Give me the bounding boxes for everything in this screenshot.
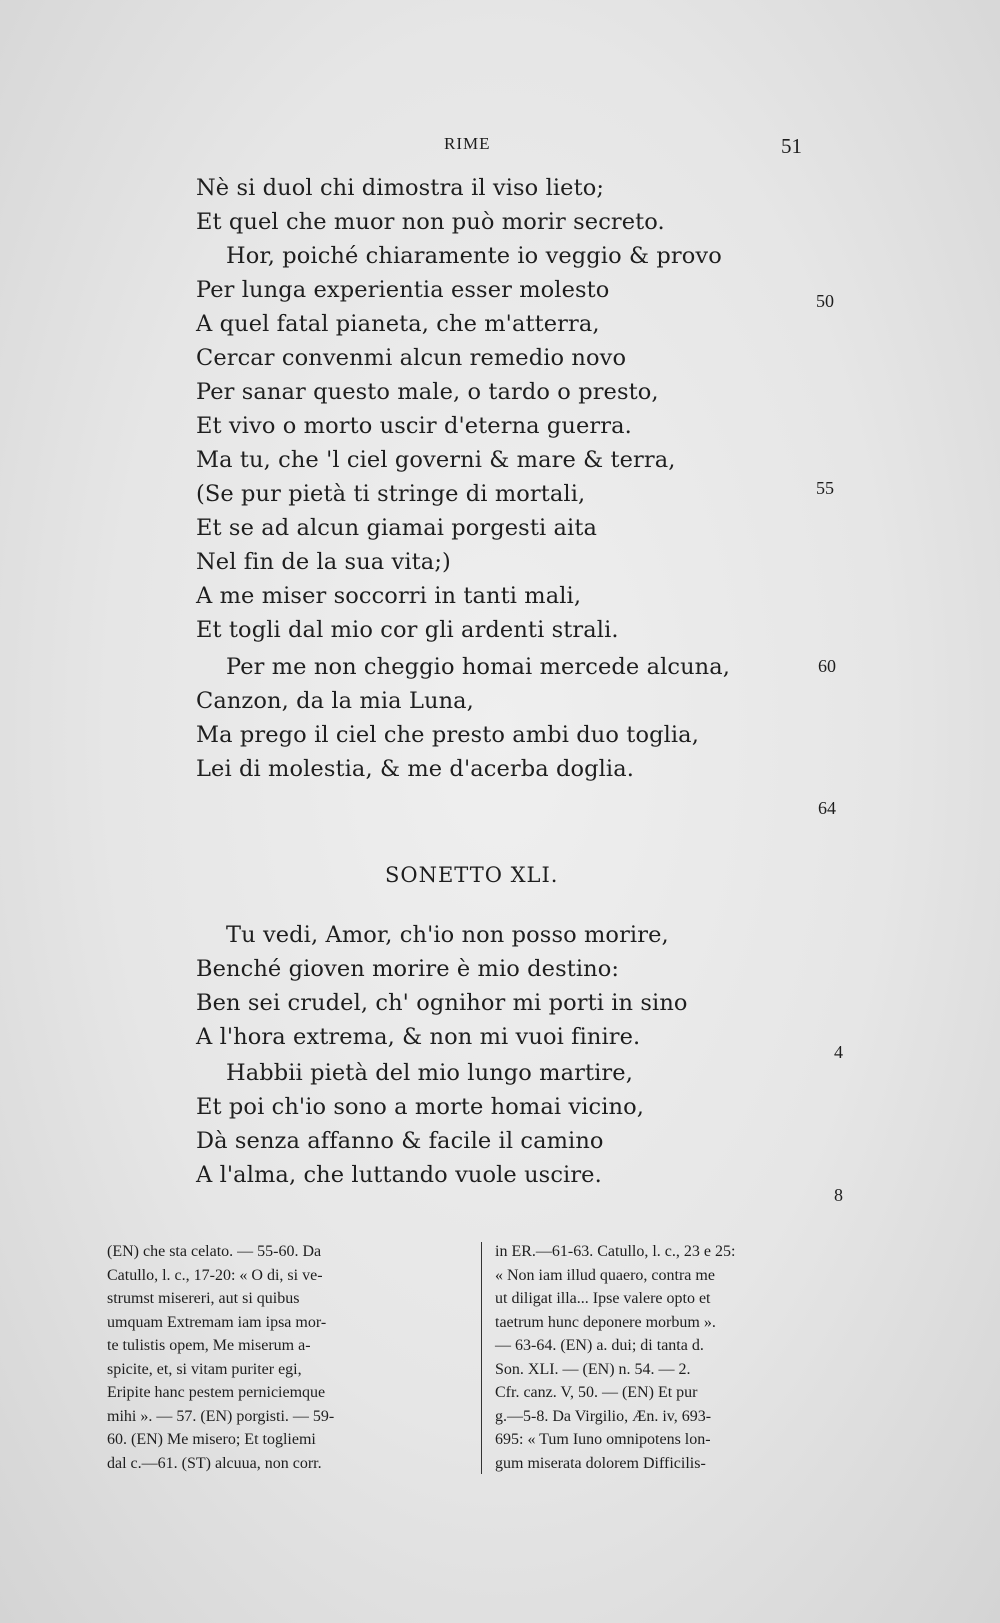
footnote-line: Son. XLI. — (EN) n. 54. — 2. bbox=[495, 1360, 691, 1378]
footnote-line: 60. (EN) Me misero; Et togliemi bbox=[107, 1431, 316, 1448]
poem-line: Canzon, da la mia Luna, bbox=[196, 688, 474, 714]
poem-line: Cercar convenmi alcun remedio novo bbox=[196, 345, 627, 371]
footnote-line: spicite, et, si vitam puriter egi, bbox=[107, 1360, 302, 1378]
sonnet-line: A l'hora extrema, & non mi vuoi finire. bbox=[196, 1024, 641, 1050]
footnote-line: in ER.—61-63. Catullo, l. c., 23 e 25: bbox=[495, 1243, 736, 1260]
footnote-line: umquam Extremam iam ipsa mor- bbox=[107, 1313, 327, 1331]
poem-line: Et quel che muor non può morir secreto. bbox=[196, 209, 665, 235]
poem-line: Per lunga experientia esser molesto bbox=[196, 277, 610, 303]
sonnet-line: Habbii pietà del mio lungo martire, bbox=[226, 1060, 633, 1086]
footnote-line: — 63-64. (EN) a. dui; di tanta d. bbox=[495, 1337, 704, 1354]
footnote-line: (EN) che sta celato. — 55-60. Da bbox=[107, 1243, 322, 1260]
sonnet-line: A l'alma, che luttando vuole uscire. bbox=[196, 1162, 602, 1188]
sonnet-line: Tu vedi, Amor, ch'io non posso morire, bbox=[226, 922, 669, 948]
poem-line: Ma tu, che 'l ciel governi & mare & terra, bbox=[196, 447, 676, 473]
line-number: 4 bbox=[834, 1042, 843, 1062]
poem-line: Hor, poiché chiaramente io veggio & provo bbox=[226, 243, 722, 269]
footnote-line: mihi ». — 57. (EN) porgisti. — 59- bbox=[107, 1407, 335, 1425]
line-number: 64 bbox=[818, 798, 836, 818]
poem-line: Ma prego il ciel che presto ambi duo toglia, bbox=[196, 722, 699, 748]
sonnet-line: Ben sei crudel, ch' ognihor mi porti in sino bbox=[196, 990, 688, 1016]
poem-line: Et vivo o morto uscir d'eterna guerra. bbox=[196, 413, 632, 439]
line-number: 50 bbox=[816, 291, 834, 311]
page-number: 51 bbox=[781, 134, 802, 158]
footnote-line: 695: « Tum Iuno omnipotens lon- bbox=[495, 1431, 711, 1448]
footnote-line: Catullo, l. c., 17-20: « O di, si ve- bbox=[107, 1266, 323, 1284]
line-number: 8 bbox=[834, 1185, 843, 1205]
footnote-line: taetrum hunc deponere morbum ». bbox=[495, 1313, 716, 1331]
poem-line: Nel fin de la sua vita;) bbox=[196, 549, 451, 575]
footnote-line: gum miserata dolorem Difficilis- bbox=[495, 1454, 706, 1472]
line-number: 55 bbox=[816, 478, 834, 498]
footnote-line: strumst misereri, aut si quibus bbox=[107, 1290, 300, 1307]
poem-line: Per sanar questo male, o tardo o presto, bbox=[196, 379, 659, 405]
poem-line: Et togli dal mio cor gli ardenti strali. bbox=[196, 617, 619, 643]
sonnet-line: Et poi ch'io sono a morte homai vicino, bbox=[196, 1094, 645, 1120]
footnote-line: Eripite hanc pestem perniciemque bbox=[107, 1384, 326, 1401]
line-number: 60 bbox=[818, 656, 836, 676]
footnotes-left-column bbox=[107, 1240, 467, 1475]
footnote-column-divider bbox=[481, 1242, 482, 1474]
poem-line: Lei di molestia, & me d'acerba doglia. bbox=[196, 756, 634, 782]
footnote-line: ut diligat illa... Ipse valere opto et bbox=[495, 1290, 711, 1307]
footnote-line: « Non iam illud quaero, contra me bbox=[495, 1266, 715, 1284]
footnote-line: te tulistis opem, Me miserum a- bbox=[107, 1337, 311, 1354]
poem-line: (Se pur pietà ti stringe di mortali, bbox=[196, 481, 586, 507]
poem-line: A quel fatal pianeta, che m'atterra, bbox=[196, 311, 600, 337]
footnotes-right-column bbox=[495, 1240, 855, 1475]
footnote-line: g.—5-8. Da Virgilio, Æn. iv, 693- bbox=[495, 1407, 712, 1425]
poem-line: Per me non cheggio homai mercede alcuna, bbox=[226, 654, 731, 680]
running-header-title: RIME bbox=[444, 134, 491, 153]
poem-line: Et se ad alcun giamai porgesti aita bbox=[196, 515, 597, 541]
poem-line: Nè si duol chi dimostra il viso lieto; bbox=[196, 175, 605, 201]
footnote-line: Cfr. canz. V, 50. — (EN) Et pur bbox=[495, 1384, 698, 1401]
sonnet-heading: SONETTO XLI. bbox=[385, 863, 559, 887]
sonnet-line: Dà senza affanno & facile il camino bbox=[196, 1128, 604, 1154]
poem-line: A me miser soccorri in tanti mali, bbox=[196, 583, 582, 609]
footnote-line: dal c.—61. (ST) alcuua, non corr. bbox=[107, 1454, 322, 1472]
sonnet-line: Benché gioven morire è mio destino: bbox=[196, 956, 620, 982]
